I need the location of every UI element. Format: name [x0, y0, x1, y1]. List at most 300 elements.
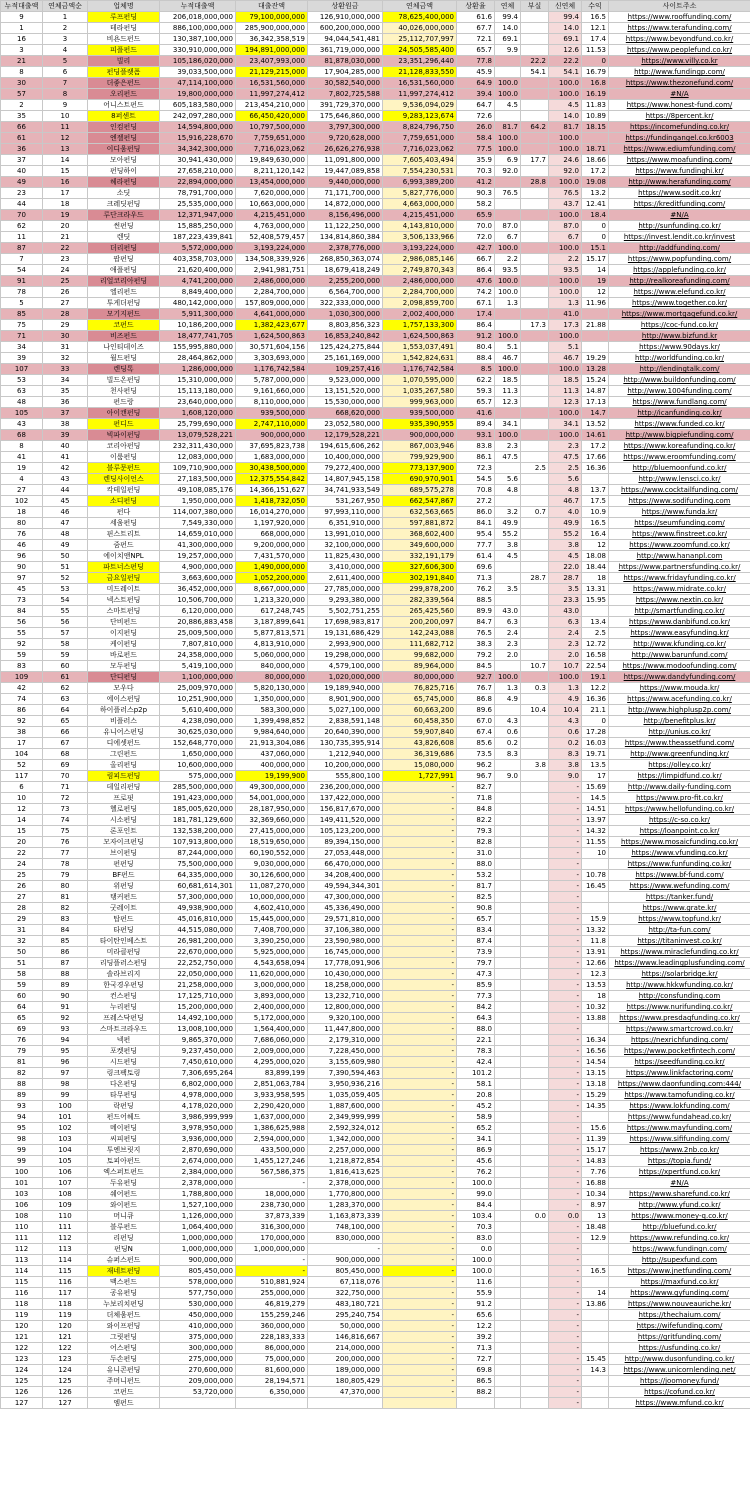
company-name-cell: 포켓펀딩 [88, 1046, 160, 1057]
company-name-cell: 월드펀딩 [88, 353, 160, 364]
site-url-cell[interactable]: https://fundingangel.co.kr6003 [609, 133, 750, 144]
table-row [1, 1310, 750, 1321]
loan-balance-cell: 1,052,200,000 [236, 573, 308, 584]
column-header[interactable]: 부실 [521, 1, 549, 12]
repaid-principal-cell: 361,719,000,000 [308, 45, 383, 56]
site-url-cell[interactable]: http://smartfunding.co.kr/ [609, 606, 750, 617]
repayment-rate-cell: 79.7 [457, 958, 495, 969]
site-url-cell[interactable]: https://seedfunding.co.kr/ [609, 1057, 750, 1068]
new-overdue-rate-cell: 49.9 [549, 518, 582, 529]
overdue-amount-cell: 36,319,686 [383, 749, 457, 760]
site-url-cell[interactable]: https://www.nouveauriche.kr/ [609, 1299, 750, 1310]
yield-cell [582, 1244, 609, 1255]
site-url-cell[interactable]: https://www.wefunding.com/ [609, 881, 750, 892]
site-url-cell[interactable]: https://loanpoint.co.kr/ [609, 826, 750, 837]
site-url-cell[interactable]: https://www.terafunding.com/ [609, 23, 750, 34]
site-url-cell[interactable]: http://www.fundingp.com/ [609, 67, 750, 78]
site-url-cell[interactable]: https://www.linkfactoring.com/ [609, 1068, 750, 1079]
site-url-cell[interactable]: https://www.mfund.co.kr/ [609, 1398, 750, 1409]
site-url-cell[interactable]: https://www.fundinghi.kr/ [609, 166, 750, 177]
site-url-cell[interactable]: https://c-so.co.kr/ [609, 815, 750, 826]
default-rate-cell [521, 1013, 549, 1024]
yield-cell [582, 1387, 609, 1398]
company-name-cell: 엔젤펀딩 [88, 133, 160, 144]
new-overdue-rate-cell: 100.0 [549, 177, 582, 188]
site-url-cell[interactable]: http://worldfunding.co.kr/ [609, 353, 750, 364]
site-url-cell[interactable]: https://www.miraclefunding.co.kr/ [609, 947, 750, 958]
rank-cell: 121 [1, 1332, 43, 1343]
rank-cell: 55 [1, 628, 43, 639]
site-url-cell[interactable]: http://supexfund.com [609, 1255, 750, 1266]
column-header[interactable]: 대출잔액 [236, 1, 308, 12]
site-url-cell[interactable]: http://realkoreafunding.com/ [609, 276, 750, 287]
site-url-cell[interactable]: https://www.eroomfunding.com/ [609, 452, 750, 463]
repayment-rate-cell: 84.1 [457, 518, 495, 529]
overdue-amount-cell: - [383, 1376, 457, 1387]
repayment-rate-cell: 88.4 [457, 353, 495, 364]
site-url-cell[interactable]: http://benefitplus.kr/ [609, 716, 750, 727]
site-url-cell[interactable]: https://www.money-q.co.kr/ [609, 1211, 750, 1222]
site-url-cell[interactable]: #N/A [609, 1178, 750, 1189]
loan-balance-cell: 86,000,000 [236, 1343, 308, 1354]
loan-balance-cell: 437,060,000 [236, 749, 308, 760]
site-url-cell[interactable]: http://www.lensci.co.kr/ [609, 474, 750, 485]
overdue-amount-cell: 1,727,991 [383, 771, 457, 782]
repaid-principal-cell: 134,814,860,384 [308, 232, 383, 243]
site-url-cell[interactable]: https://www.sodit.co.kr/ [609, 188, 750, 199]
site-url-cell[interactable]: http://www.daily-funding.com [609, 782, 750, 793]
overdue-rank-cell: 40 [43, 441, 88, 452]
site-url-cell[interactable]: https://www.koreafunding.co.kr/ [609, 441, 750, 452]
site-url-cell[interactable]: https://www.finstreet.co.kr/ [609, 529, 750, 540]
yield-cell: 18.66 [582, 155, 609, 166]
column-header[interactable]: 연체금액순 [43, 1, 88, 12]
rank-cell: 9 [1, 12, 43, 23]
yield-cell: 12.72 [582, 639, 609, 650]
repayment-rate-cell: 41.2 [457, 177, 495, 188]
site-url-cell[interactable]: http://unius.co.kr/ [609, 727, 750, 738]
overdue-amount-cell: 1,624,500,863 [383, 331, 457, 342]
site-url-cell[interactable]: http://www.barunfund.com/ [609, 650, 750, 661]
site-url-cell[interactable]: https://www.acefunding.co.kr/ [609, 694, 750, 705]
overdue-amount-cell: - [383, 1178, 457, 1189]
new-overdue-rate-cell: 5.6 [549, 474, 582, 485]
site-url-cell[interactable]: https://thechaium.com/ [609, 1310, 750, 1321]
rank-cell: 6 [1, 782, 43, 793]
site-url-cell[interactable]: http://www.greenfunding.kr/ [609, 749, 750, 760]
loan-balance-cell: 30,571,604,156 [236, 342, 308, 353]
new-overdue-rate-cell: - [549, 969, 582, 980]
overdue-amount-cell: - [383, 1233, 457, 1244]
new-overdue-rate-cell: 3.8 [549, 540, 582, 551]
rank-cell: 95 [1, 1123, 43, 1134]
site-url-cell[interactable]: https://www.honest-fund.com/ [609, 100, 750, 111]
table-row [1, 1376, 750, 1387]
site-url-cell[interactable]: https://wifefunding.com/ [609, 1321, 750, 1332]
overdue-rank-cell: 125 [43, 1376, 88, 1387]
site-url-cell[interactable]: http://www.dusonfunding.co.kr/ [609, 1354, 750, 1365]
site-url-cell[interactable]: https://www.moafunding.com/ [609, 155, 750, 166]
overdue-rate-cell [495, 1211, 521, 1222]
site-url-cell[interactable]: https://topia.fund/ [609, 1156, 750, 1167]
default-rate-cell [521, 936, 549, 947]
yield-cell [582, 1376, 609, 1387]
site-url-cell[interactable]: https://xpertfund.co.kr/ [609, 1167, 750, 1178]
column-header[interactable]: 신연체 [549, 1, 582, 12]
repayment-rate-cell: 89.6 [457, 705, 495, 716]
new-overdue-rate-cell: 8.3 [549, 749, 582, 760]
column-header[interactable]: 사이트주소 [609, 1, 750, 12]
site-url-cell[interactable]: https://www.lokfunding.com/ [609, 1101, 750, 1112]
repayment-rate-cell: 69.8 [457, 1365, 495, 1376]
yield-cell: 13.2 [582, 188, 609, 199]
table-row [1, 188, 750, 199]
overdue-rank-cell: 127 [43, 1398, 88, 1409]
site-url-cell[interactable]: https://www.tamofunding.co.kr/ [609, 1090, 750, 1101]
yield-cell: 15.6 [582, 1123, 609, 1134]
site-url-cell[interactable]: https://www.nurifunding.co.kr/ [609, 1002, 750, 1013]
site-url-cell[interactable]: http://bluemoonfund.co.kr/ [609, 463, 750, 474]
overdue-rate-cell: 2.4 [495, 628, 521, 639]
table-row [1, 848, 750, 859]
table-row [1, 309, 750, 320]
repayment-rate-cell: 20.8 [457, 1090, 495, 1101]
total-loan-cell: 7,450,610,000 [160, 1057, 236, 1068]
table-row [1, 485, 750, 496]
site-url-cell[interactable]: http://lendingtalk.com/ [609, 364, 750, 375]
company-name-cell: 솔라브리지 [88, 969, 160, 980]
loan-balance-cell: 433,500,000 [236, 1145, 308, 1156]
site-url-cell[interactable]: https://joomoney.fund/ [609, 1376, 750, 1387]
site-url-cell[interactable]: #N/A [609, 210, 750, 221]
new-overdue-rate-cell: 14.0 [549, 23, 582, 34]
site-url-cell[interactable]: http://addfunding.com/ [609, 243, 750, 254]
total-loan-cell: 21,258,000,000 [160, 980, 236, 991]
default-rate-cell [521, 276, 549, 287]
table-row [1, 177, 750, 188]
company-name-cell: 소디펀딩 [88, 496, 160, 507]
site-url-cell[interactable]: http://sunfunding.co.kr/ [609, 221, 750, 232]
company-name-cell: 컨스펀딩 [88, 991, 160, 1002]
overdue-rate-cell: 4.3 [495, 716, 521, 727]
site-url-cell[interactable]: https://www.fundingn.com/ [609, 1244, 750, 1255]
site-url-cell[interactable]: https://www.jnetfunding.com/ [609, 1266, 750, 1277]
column-header[interactable]: 상환원금 [308, 1, 383, 12]
overdue-amount-cell: - [383, 1068, 457, 1079]
site-url-cell[interactable]: http://www.bizfund.kr [609, 331, 750, 342]
rank-cell: 36 [1, 144, 43, 155]
site-url-cell[interactable]: http://www.bigpiefunding.com/ [609, 430, 750, 441]
site-url-cell[interactable]: https://www.together.co.kr/ [609, 298, 750, 309]
site-url-cell[interactable]: https://www.villy.co.kr [609, 56, 750, 67]
table-row [1, 155, 750, 166]
rank-cell: 5 [1, 298, 43, 309]
overdue-rank-cell: 5 [43, 56, 88, 67]
loan-balance-cell: 54,001,000,000 [236, 793, 308, 804]
site-url-cell[interactable]: https://www.hellofunding.co.kr/ [609, 804, 750, 815]
repaid-principal-cell: 27,053,448,000 [308, 848, 383, 859]
site-url-cell[interactable]: https://www.sharefund.co.kr/ [609, 1189, 750, 1200]
column-header[interactable]: 연체금액 [383, 1, 457, 12]
site-url-cell[interactable]: https://www.unicornlending.net/ [609, 1365, 750, 1376]
yield-cell: 15.45 [582, 1354, 609, 1365]
rank-cell: 96 [1, 551, 43, 562]
site-url-cell[interactable]: http://www.highplusp2p.com/ [609, 705, 750, 716]
site-url-cell[interactable]: https://coc-fund.co.kr/ [609, 320, 750, 331]
new-overdue-rate-cell: - [549, 826, 582, 837]
rank-cell: 58 [1, 969, 43, 980]
total-loan-cell: 6,802,000,000 [160, 1079, 236, 1090]
site-url-cell[interactable]: https://kreditfunding.com/ [609, 199, 750, 210]
site-url-cell[interactable]: https://www.partnersfunding.co.kr/ [609, 562, 750, 573]
site-url-cell[interactable]: https://www.danbifund.co.kr/ [609, 617, 750, 628]
site-url-cell[interactable]: https://seumfunding.com/ [609, 518, 750, 529]
site-url-cell[interactable]: https://www.topfund.kr/ [609, 914, 750, 925]
company-name-cell: 크레딧펀딩 [88, 199, 160, 210]
default-rate-cell [521, 617, 549, 628]
yield-cell: 11.55 [582, 837, 609, 848]
site-url-cell[interactable]: https://www.2nb.co.kr/ [609, 1145, 750, 1156]
site-url-cell[interactable]: https://www.bf-fund.com/ [609, 870, 750, 881]
site-url-cell[interactable]: https://www.beyondfund.co.kr/ [609, 34, 750, 45]
default-rate-cell [521, 1288, 549, 1299]
overdue-rank-cell: 25 [43, 276, 88, 287]
site-url-cell[interactable]: http://www.hkkwfunding.co.kr/ [609, 980, 750, 991]
yield-cell: 14.7 [582, 408, 609, 419]
site-url-cell[interactable]: https://8percent.kr/ [609, 111, 750, 122]
overdue-amount-cell: - [383, 881, 457, 892]
site-url-cell[interactable]: https://www.mortgagefund.co.kr/ [609, 309, 750, 320]
site-url-cell[interactable]: https://tanker.fund/ [609, 892, 750, 903]
site-url-cell[interactable]: https://www.midrate.co.kr/ [609, 584, 750, 595]
rank-cell: 89 [1, 1090, 43, 1101]
column-header[interactable]: 연체 [495, 1, 521, 12]
rank-cell: 125 [1, 1376, 43, 1387]
yield-cell [582, 903, 609, 914]
total-loan-cell: 1,527,100,000 [160, 1200, 236, 1211]
overdue-amount-cell: 302,191,840 [383, 573, 457, 584]
default-rate-cell [521, 221, 549, 232]
loan-balance-cell: 1,386,625,988 [236, 1123, 308, 1134]
company-name-cell: 누리펀딩 [88, 1002, 160, 1013]
site-url-cell[interactable]: https://applefunding.co.kr/ [609, 265, 750, 276]
site-url-cell[interactable]: http://www.yfund.co.kr/ [609, 1200, 750, 1211]
table-row [1, 1200, 750, 1211]
overdue-rate-cell: 2.0 [495, 650, 521, 661]
column-header[interactable]: 누적대출액 [1, 1, 43, 12]
overdue-amount-cell: 368,602,400 [383, 529, 457, 540]
site-url-cell[interactable]: https://www.sififunding.com/ [609, 1134, 750, 1145]
table-row [1, 221, 750, 232]
company-name-cell: 줌펀드 [88, 540, 160, 551]
site-url-cell[interactable]: https://cofund.co.kr/ [609, 1387, 750, 1398]
site-url-cell[interactable]: http://www.herafunding.com/ [609, 177, 750, 188]
yield-cell: 15.17 [582, 1145, 609, 1156]
site-url-cell[interactable]: https://www.theassetfund.com/ [609, 738, 750, 749]
site-url-cell[interactable]: https://usfunding.co.kr/ [609, 1343, 750, 1354]
overdue-rank-cell: 119 [43, 1310, 88, 1321]
site-url-cell[interactable]: http://consfunding.com [609, 991, 750, 1002]
repayment-rate-cell: 76.2 [457, 1167, 495, 1178]
site-url-cell[interactable]: https://www.pocketfintech.com/ [609, 1046, 750, 1057]
overdue-rate-cell: 6.9 [495, 155, 521, 166]
site-url-cell[interactable]: https://www.funded.co.kr/ [609, 419, 750, 430]
new-overdue-rate-cell: - [549, 1387, 582, 1398]
site-url-cell[interactable]: https://www.elefund.co.kr/ [609, 287, 750, 298]
overdue-rate-cell [495, 320, 521, 331]
new-overdue-rate-cell: 22.0 [549, 562, 582, 573]
site-url-cell[interactable]: https://titaninvest.co.kr/ [609, 936, 750, 947]
default-rate-cell [521, 1398, 549, 1409]
site-url-cell[interactable]: http://www.hananpl.com [609, 551, 750, 562]
site-url-cell[interactable]: https://www.popfunding.com/ [609, 254, 750, 265]
default-rate-cell [521, 243, 549, 254]
overdue-amount-cell: - [383, 1189, 457, 1200]
site-url-cell[interactable]: https://www.refunding.co.kr/ [609, 1233, 750, 1244]
company-name-cell: 핀스트리트 [88, 529, 160, 540]
site-url-cell[interactable]: https://www.rooffunding.com/ [609, 12, 750, 23]
company-name-cell: 블루문펀드 [88, 463, 160, 474]
loan-balance-cell: 510,881,924 [236, 1277, 308, 1288]
overdue-rank-cell: 82 [43, 903, 88, 914]
site-url-cell[interactable]: https://www.thezonefund.com/ [609, 78, 750, 89]
site-url-cell[interactable]: https://www.cocktailfunding.com/ [609, 485, 750, 496]
company-name-cell: 모우다 [88, 683, 160, 694]
site-url-cell[interactable]: https://www.leadingplusfunding.com/ [609, 958, 750, 969]
repaid-principal-cell: 3,797,300,000 [308, 122, 383, 133]
new-overdue-rate-cell: 4.8 [549, 485, 582, 496]
overdue-rate-cell: 5.1 [495, 342, 521, 353]
overdue-rate-cell [495, 1255, 521, 1266]
rank-cell: 68 [1, 430, 43, 441]
site-url-cell[interactable]: https://www.zoomfund.co.kr/ [609, 540, 750, 551]
company-name-cell: 금요일펀딩 [88, 573, 160, 584]
site-url-cell[interactable]: https://www.peoplefund.co.kr/ [609, 45, 750, 56]
site-url-cell[interactable]: https://nexrichfunding.com/ [609, 1035, 750, 1046]
repayment-rate-cell: 86.4 [457, 265, 495, 276]
repayment-rate-cell: 83.8 [457, 441, 495, 452]
site-url-cell[interactable]: https://www.fundahead.co.kr/ [609, 1112, 750, 1123]
rank-cell: 15 [1, 826, 43, 837]
site-url-cell[interactable]: http://www.buildonfunding.com/ [609, 375, 750, 386]
repayment-rate-cell: 45.9 [457, 67, 495, 78]
loan-balance-cell: 3,893,000,000 [236, 991, 308, 1002]
site-url-cell[interactable]: https://www.daonfunding.com:444/ [609, 1079, 750, 1090]
overdue-rank-cell: 124 [43, 1365, 88, 1376]
site-url-cell[interactable]: https://invest.lendit.co.kr/invest [609, 232, 750, 243]
site-url-cell[interactable]: #N/A [609, 89, 750, 100]
site-url-cell[interactable]: https://www.ediumfunding.com/ [609, 144, 750, 155]
site-url-cell[interactable]: https://www.vfunding.co.kr/ [609, 848, 750, 859]
repaid-principal-cell: 531,267,950 [308, 496, 383, 507]
repaid-principal-cell: 2,838,591,148 [308, 716, 383, 727]
total-loan-cell: 41,300,000,000 [160, 540, 236, 551]
table-row [1, 1057, 750, 1068]
site-url-cell[interactable]: https://www.90days.kr/ [609, 342, 750, 353]
site-url-cell[interactable]: https://www.dandyfunding.com/ [609, 672, 750, 683]
site-url-cell[interactable]: https://www.mosaicfunding.co.kr/ [609, 837, 750, 848]
column-header[interactable]: 업체명 [88, 1, 160, 12]
total-loan-cell: 152,648,770,000 [160, 738, 236, 749]
site-url-cell[interactable]: https://www.nextin.co.kr/ [609, 595, 750, 606]
overdue-rank-cell: 99 [43, 1090, 88, 1101]
overdue-amount-cell: - [383, 1321, 457, 1332]
overdue-amount-cell: - [383, 1288, 457, 1299]
table-row [1, 496, 750, 507]
company-name-cell: 루프펀딩 [88, 12, 160, 23]
loan-balance-cell: 7,716,023,062 [236, 144, 308, 155]
column-header[interactable]: 수익 [582, 1, 609, 12]
rank-cell: 39 [1, 353, 43, 364]
site-url-cell[interactable]: http://bluefund.co.kr/ [609, 1222, 750, 1233]
site-url-cell[interactable]: https://www.funda.kr/ [609, 507, 750, 518]
site-url-cell[interactable]: https://www.easyfunding.kr/ [609, 628, 750, 639]
site-url-cell[interactable]: https://www.presdaqfunding.co.kr/ [609, 1013, 750, 1024]
site-url-cell[interactable]: https://www.fundlang.com/ [609, 397, 750, 408]
site-url-cell[interactable]: https://solarbridge.kr/ [609, 969, 750, 980]
overdue-rate-cell [495, 1112, 521, 1123]
site-url-cell[interactable]: https://www.funfunding.co.kr/ [609, 859, 750, 870]
site-url-cell[interactable]: https://www.fridayfunding.co.kr/ [609, 573, 750, 584]
rank-cell: 31 [1, 925, 43, 936]
site-url-cell[interactable]: https://www.grate.kr/ [609, 903, 750, 914]
overdue-rate-cell [495, 1288, 521, 1299]
site-url-cell[interactable]: http://www.kfunding.co.kr/ [609, 639, 750, 650]
site-url-cell[interactable]: http://ta-fun.com/ [609, 925, 750, 936]
total-loan-cell: 130,387,100,000 [160, 34, 236, 45]
site-url-cell[interactable]: https://olley.co.kr/ [609, 760, 750, 771]
repayment-rate-cell: 45.2 [457, 1101, 495, 1112]
yield-cell: 17.4 [582, 34, 609, 45]
site-url-cell[interactable]: https://www.mouda.kr/ [609, 683, 750, 694]
column-header[interactable]: 누적대출액 [160, 1, 236, 12]
overdue-rank-cell: 9 [43, 100, 88, 111]
overdue-rank-cell: 58 [43, 639, 88, 650]
yield-cell: 18.48 [582, 1222, 609, 1233]
site-url-cell[interactable]: https://maxfund.co.kr/ [609, 1277, 750, 1288]
rank-cell: 11 [1, 232, 43, 243]
site-url-cell[interactable]: https://incomefunding.co.kr/ [609, 122, 750, 133]
total-loan-cell: 1,950,000,000 [160, 496, 236, 507]
new-overdue-rate-cell: - [549, 1101, 582, 1112]
site-url-cell[interactable]: http://icanfunding.co.kr/ [609, 408, 750, 419]
new-overdue-rate-cell: 100.0 [549, 276, 582, 287]
company-name-cell: 시드펀딩 [88, 1057, 160, 1068]
site-url-cell[interactable]: http://www.1004funding.com/ [609, 386, 750, 397]
loan-balance-cell: - [236, 1178, 308, 1189]
site-url-cell[interactable]: https://limpidfund.co.kr/ [609, 771, 750, 782]
yield-cell: 0 [582, 716, 609, 727]
new-overdue-rate-cell: 100.0 [549, 408, 582, 419]
site-url-cell[interactable]: https://gritfunding.com/ [609, 1332, 750, 1343]
site-url-cell[interactable]: https://www.sodifunding.com [609, 496, 750, 507]
site-url-cell[interactable]: https://www.mayfunding.com/ [609, 1123, 750, 1134]
repayment-rate-cell: 84.7 [457, 617, 495, 628]
total-loan-cell: 132,538,200,000 [160, 826, 236, 837]
site-url-cell[interactable]: https://www.pro-fit.co.kr/ [609, 793, 750, 804]
loan-balance-cell: 11,997,274,412 [236, 89, 308, 100]
site-url-cell[interactable]: https://www.gyfunding.com/ [609, 1288, 750, 1299]
table-row [1, 386, 750, 397]
overdue-amount-cell: - [383, 1079, 457, 1090]
new-overdue-rate-cell: - [549, 1288, 582, 1299]
total-loan-cell: 21,620,400,000 [160, 265, 236, 276]
column-header[interactable]: 상환율 [457, 1, 495, 12]
default-rate-cell [521, 254, 549, 265]
repaid-principal-cell: 748,100,000 [308, 1222, 383, 1233]
site-url-cell[interactable]: https://www.modoofunding.com/ [609, 661, 750, 672]
site-url-cell[interactable]: https://www.smartcrowd.co.kr/ [609, 1024, 750, 1035]
